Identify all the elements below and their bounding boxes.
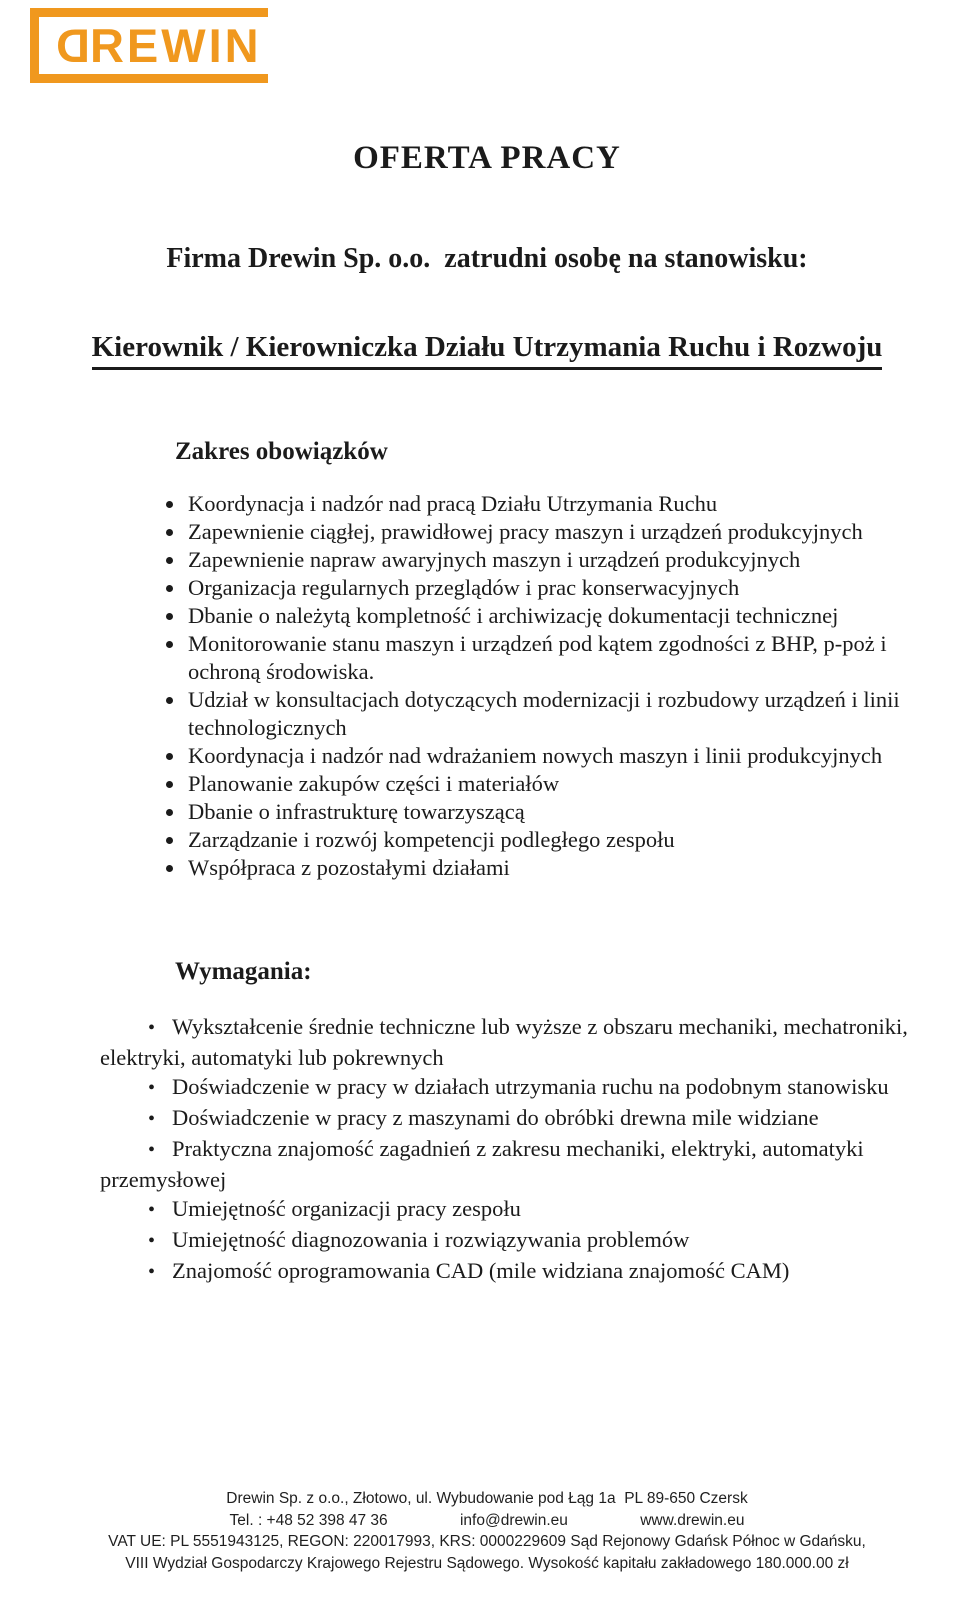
list-item: • Koordynacja i nadzór nad wdrażaniem nowych maszyn i linii produkcyjnych <box>186 742 942 770</box>
requirement-text: Umiejętność diagnozowania i rozwiązywania problemów <box>172 1227 690 1252</box>
footer-registry-line2: VIII Wydział Gospodarczy Krajowego Rejestru Sądowego. Wysokość kapitału zakładowego 180.000.00 zł <box>125 1554 849 1572</box>
bullet-icon: • <box>148 1230 156 1252</box>
page-title: OFERTA PRACY <box>353 140 621 176</box>
logo-letter-d: D <box>53 19 90 72</box>
requirement-text: Praktyczna znajomość zagadnień z zakresu mechaniki, elektryki, automatyki przemysłowej <box>100 1136 864 1192</box>
requirement-text: Umiejętność organizacji pracy zespołu <box>172 1196 521 1221</box>
list-item: • Współpraca z pozostałymi działami <box>186 854 942 882</box>
bullet-icon: • <box>148 1017 156 1039</box>
drewin-logo-text <box>53 19 262 72</box>
list-item <box>100 1103 936 1134</box>
bullet-icon: • <box>148 1108 156 1130</box>
footer-website: www.drewin.eu <box>640 1511 745 1529</box>
list-item <box>100 1012 936 1072</box>
requirement-text: Znajomość oprogramowania CAD (mile widziana znajomość CAM) <box>172 1258 790 1283</box>
bullet-icon: • <box>148 1077 156 1099</box>
list-item <box>100 1256 936 1287</box>
requirement-text: Wykształcenie średnie techniczne lub wyższe z obszaru mechaniki, mechatroniki, elektryki, automatyki lub pokrewnych <box>100 1014 908 1070</box>
list-item <box>100 1134 936 1194</box>
footer-email: info@drewin.eu <box>459 1511 568 1529</box>
position-line <box>0 331 974 370</box>
list-item: • Zapewnienie napraw awaryjnych maszyn i urządzeń produkcyjnych <box>186 546 942 574</box>
company-footer <box>0 1488 974 1574</box>
list-item: • Zarządzanie i rozwój kompetencji podległego zespołu <box>186 826 942 854</box>
footer-registry-line1: VAT UE: PL 5551943125, REGON: 220017993, KRS: 0000229609 Sąd Rejonowy Gdańsk Północ w Gdańsku, <box>108 1533 866 1550</box>
list-item <box>100 1225 936 1256</box>
list-item <box>100 1072 936 1103</box>
list-item: • Zapewnienie ciągłej, prawidłowej pracy maszyn i urządzeń produkcyjnych <box>186 518 942 546</box>
list-item: • Planowanie zakupów części i materiałów <box>186 770 942 798</box>
list-item: • Udział w konsultacjach dotyczących modernizacji i rozbudowy urządzeń i linii technologicznych <box>186 686 942 742</box>
duties-heading: Zakres obowiązków <box>175 438 388 465</box>
requirement-text: Doświadczenie w pracy z maszynami do obróbki drewna mile widziane <box>172 1105 819 1130</box>
list-item: • Organizacja regularnych przeglądów i prac konserwacyjnych <box>186 574 942 602</box>
bullet-icon: • <box>148 1139 156 1161</box>
list-item <box>100 1194 936 1225</box>
list-item: • Koordynacja i nadzór nad pracą Działu Utrzymania Ruchu <box>186 490 942 518</box>
bullet-icon: • <box>148 1261 156 1283</box>
position-title: Kierownik / Kierowniczka Działu Utrzymania Ruchu i Rozwoju <box>92 331 883 370</box>
bullet-icon: • <box>148 1199 156 1221</box>
requirement-text: Doświadczenie w pracy w działach utrzymania ruchu na podobnym stanowisku <box>172 1074 889 1099</box>
requirements-heading: Wymagania: <box>175 958 312 985</box>
footer-phone: Tel. : +48 52 398 47 36 <box>229 1511 388 1529</box>
list-item: • Dbanie o infrastrukturę towarzyszącą <box>186 798 942 826</box>
requirements-list <box>100 1012 936 1287</box>
drewin-logo <box>30 8 268 83</box>
duties-list <box>152 490 942 882</box>
list-item: • Monitorowanie stanu maszyn i urządzeń pod kątem zgodności z BHP, p-poż i ochroną środowiska. <box>186 630 942 686</box>
intro-line: Firma Drewin Sp. o.o. zatrudni osobę na stanowisku: <box>166 243 808 274</box>
logo-letters-rest: REWIN <box>89 19 262 72</box>
list-item: • Dbanie o należytą kompletność i archiwizację dokumentacji technicznej <box>186 602 942 630</box>
footer-contact-row <box>0 1510 974 1532</box>
footer-address: Drewin Sp. z o.o., Złotowo, ul. Wybudowanie pod Łąg 1a PL 89-650 Czersk <box>226 1490 748 1507</box>
